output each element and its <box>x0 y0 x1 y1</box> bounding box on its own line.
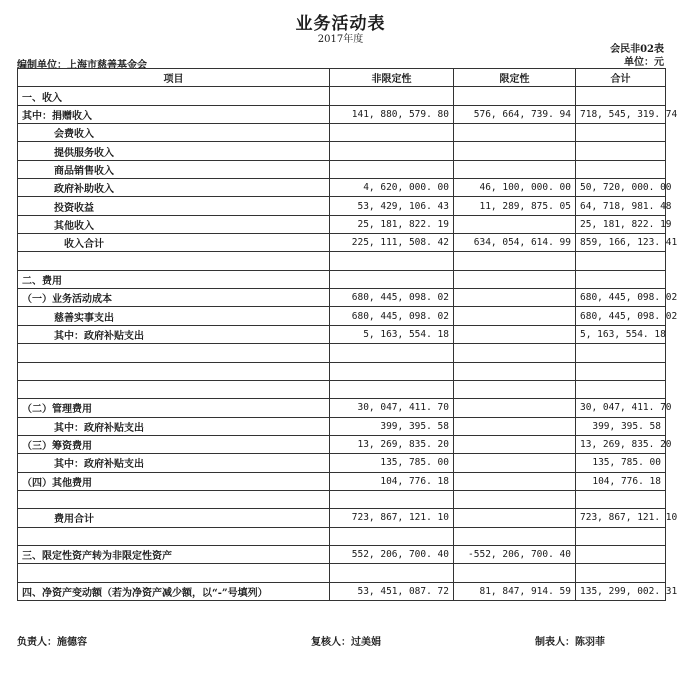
table-row <box>18 509 666 527</box>
signature-reviewer: 复核人：过美娟 <box>311 637 381 648</box>
unrestricted-value <box>330 362 454 380</box>
unrestricted-value: 399, 395. 58 <box>330 417 454 435</box>
table-row <box>18 160 666 178</box>
unrestricted-value: 552, 206, 700. 40 <box>330 545 454 563</box>
row-label <box>18 344 330 362</box>
total-value <box>576 490 666 508</box>
total-value <box>576 160 666 178</box>
row-label: （四）其他费用 <box>18 472 330 490</box>
row-label <box>18 380 330 398</box>
restricted-value <box>454 564 576 582</box>
restricted-value <box>454 527 576 545</box>
table-row <box>18 105 666 123</box>
restricted-value <box>454 362 576 380</box>
table-row <box>18 417 666 435</box>
table-row <box>18 564 666 582</box>
total-value: 859, 166, 123. 41 <box>576 234 666 252</box>
restricted-value <box>454 325 576 343</box>
column-header-unrestricted: 非限定性 <box>330 69 454 87</box>
unrestricted-value: 723, 867, 121. 10 <box>330 509 454 527</box>
table-row <box>18 87 666 105</box>
signature-head: 负责人：施德容 <box>17 637 87 648</box>
unrestricted-value <box>330 142 454 160</box>
total-value: 723, 867, 121. 10 <box>576 509 666 527</box>
total-value <box>576 270 666 288</box>
row-label <box>18 564 330 582</box>
signature-preparer: 制表人：陈羽菲 <box>535 637 605 648</box>
unrestricted-value: 141, 880, 579. 80 <box>330 105 454 123</box>
unrestricted-value <box>330 160 454 178</box>
row-label: 其中：政府补贴支出 <box>18 417 330 435</box>
report-year: 2017年度 <box>317 34 364 45</box>
row-label: 商品销售收入 <box>18 160 330 178</box>
unrestricted-value <box>330 380 454 398</box>
column-header-total: 合计 <box>576 69 666 87</box>
row-label: 慈善实事支出 <box>18 307 330 325</box>
total-value <box>576 87 666 105</box>
restricted-value: 46, 100, 000. 00 <box>454 179 576 197</box>
unrestricted-value: 135, 785. 00 <box>330 454 454 472</box>
total-value <box>576 380 666 398</box>
restricted-value <box>454 490 576 508</box>
row-label <box>18 362 330 380</box>
unrestricted-value <box>330 252 454 270</box>
restricted-value <box>454 124 576 142</box>
restricted-value: 11, 289, 875. 05 <box>454 197 576 215</box>
row-label <box>18 527 330 545</box>
unrestricted-value <box>330 124 454 142</box>
total-value: 718, 545, 319. 74 <box>576 105 666 123</box>
row-label: 其中：捐赠收入 <box>18 105 330 123</box>
restricted-value: -552, 206, 700. 40 <box>454 545 576 563</box>
table-row <box>18 545 666 563</box>
unrestricted-value: 53, 451, 087. 72 <box>330 582 454 600</box>
unrestricted-value <box>330 564 454 582</box>
unrestricted-value: 225, 111, 508. 42 <box>330 234 454 252</box>
restricted-value <box>454 270 576 288</box>
row-label: 其他收入 <box>18 215 330 233</box>
unrestricted-value <box>330 490 454 508</box>
table-body <box>18 87 678 601</box>
row-label: 会费收入 <box>18 124 330 142</box>
restricted-value <box>454 160 576 178</box>
table-row <box>18 325 666 343</box>
total-value <box>576 362 666 380</box>
table-row <box>18 490 666 508</box>
unrestricted-value: 5, 163, 554. 18 <box>330 325 454 343</box>
table-row <box>18 234 666 252</box>
table-row <box>18 454 666 472</box>
row-label: （三）筹资费用 <box>18 435 330 453</box>
total-value: 64, 718, 981. 48 <box>576 197 666 215</box>
total-value: 30, 047, 411. 70 <box>576 399 666 417</box>
restricted-value <box>454 252 576 270</box>
table-row <box>18 344 666 362</box>
restricted-value <box>454 87 576 105</box>
unrestricted-value: 30, 047, 411. 70 <box>330 399 454 417</box>
unrestricted-value <box>330 527 454 545</box>
table-row <box>18 472 666 490</box>
table-row <box>18 435 666 453</box>
table-row <box>18 399 666 417</box>
restricted-value <box>454 435 576 453</box>
total-value: 50, 720, 000. 00 <box>576 179 666 197</box>
column-header-item: 项目 <box>18 69 330 87</box>
row-label: 三、限定性资产转为非限定性资产 <box>18 545 330 563</box>
restricted-value <box>454 344 576 362</box>
restricted-value <box>454 454 576 472</box>
restricted-value <box>454 215 576 233</box>
table-row <box>18 252 666 270</box>
unrestricted-value <box>330 270 454 288</box>
restricted-value: 634, 054, 614. 99 <box>454 234 576 252</box>
total-value <box>576 252 666 270</box>
restricted-value <box>454 142 576 160</box>
total-value: 399, 395. 58 <box>576 417 666 435</box>
total-value <box>576 344 666 362</box>
currency-unit: 单位：元 <box>624 57 664 68</box>
unrestricted-value: 680, 445, 098. 02 <box>330 289 454 307</box>
form-number: 会民非02表 <box>610 44 664 55</box>
restricted-value <box>454 307 576 325</box>
restricted-value <box>454 289 576 307</box>
table-row <box>18 582 666 600</box>
restricted-value <box>454 399 576 417</box>
column-header-restricted: 限定性 <box>454 69 576 87</box>
total-value: 13, 269, 835. 20 <box>576 435 666 453</box>
table-row <box>18 362 666 380</box>
table-row <box>18 270 666 288</box>
row-label: （二）管理费用 <box>18 399 330 417</box>
table-row <box>18 527 666 545</box>
restricted-value <box>454 472 576 490</box>
unrestricted-value <box>330 344 454 362</box>
total-value <box>576 545 666 563</box>
total-value: 680, 445, 098. 02 <box>576 289 666 307</box>
row-label <box>18 490 330 508</box>
report-title: 业务活动表 <box>295 14 386 34</box>
table-row <box>18 289 666 307</box>
total-value: 5, 163, 554. 18 <box>576 325 666 343</box>
row-label: （一）业务活动成本 <box>18 289 330 307</box>
total-value: 104, 776. 18 <box>576 472 666 490</box>
table-row <box>18 215 666 233</box>
restricted-value: 81, 847, 914. 59 <box>454 582 576 600</box>
row-label: 其中：政府补贴支出 <box>18 454 330 472</box>
row-label: 收入合计 <box>18 234 330 252</box>
row-label: 一、收入 <box>18 87 330 105</box>
row-label: 投资收益 <box>18 197 330 215</box>
table-row <box>18 307 666 325</box>
total-value: 135, 299, 002. 31 <box>576 582 666 600</box>
unrestricted-value: 13, 269, 835. 20 <box>330 435 454 453</box>
total-value <box>576 142 666 160</box>
row-label: 其中：政府补贴支出 <box>18 325 330 343</box>
row-label: 费用合计 <box>18 509 330 527</box>
unrestricted-value: 680, 445, 098. 02 <box>330 307 454 325</box>
row-label: 政府补助收入 <box>18 179 330 197</box>
total-value <box>576 124 666 142</box>
row-label: 提供服务收入 <box>18 142 330 160</box>
unrestricted-value: 4, 620, 000. 00 <box>330 179 454 197</box>
table-row <box>18 380 666 398</box>
row-label: 二、费用 <box>18 270 330 288</box>
unrestricted-value: 53, 429, 106. 43 <box>330 197 454 215</box>
unrestricted-value: 104, 776. 18 <box>330 472 454 490</box>
organization-name: 编制单位：上海市慈善基金会 <box>17 60 147 71</box>
unrestricted-value: 25, 181, 822. 19 <box>330 215 454 233</box>
table-row <box>18 124 666 142</box>
total-value <box>576 527 666 545</box>
unrestricted-value <box>330 87 454 105</box>
total-value: 680, 445, 098. 02 <box>576 307 666 325</box>
table-row <box>18 179 666 197</box>
restricted-value <box>454 380 576 398</box>
table-row <box>18 197 666 215</box>
restricted-value: 576, 664, 739. 94 <box>454 105 576 123</box>
table-header-row <box>18 69 666 87</box>
table-row <box>18 142 666 160</box>
total-value: 135, 785. 00 <box>576 454 666 472</box>
activity-table <box>17 68 678 601</box>
restricted-value <box>454 417 576 435</box>
restricted-value <box>454 509 576 527</box>
total-value <box>576 564 666 582</box>
total-value: 25, 181, 822. 19 <box>576 215 666 233</box>
row-label: 四、净资产变动额（若为净资产减少额，以“-”号填列） <box>18 582 330 600</box>
row-label <box>18 252 330 270</box>
